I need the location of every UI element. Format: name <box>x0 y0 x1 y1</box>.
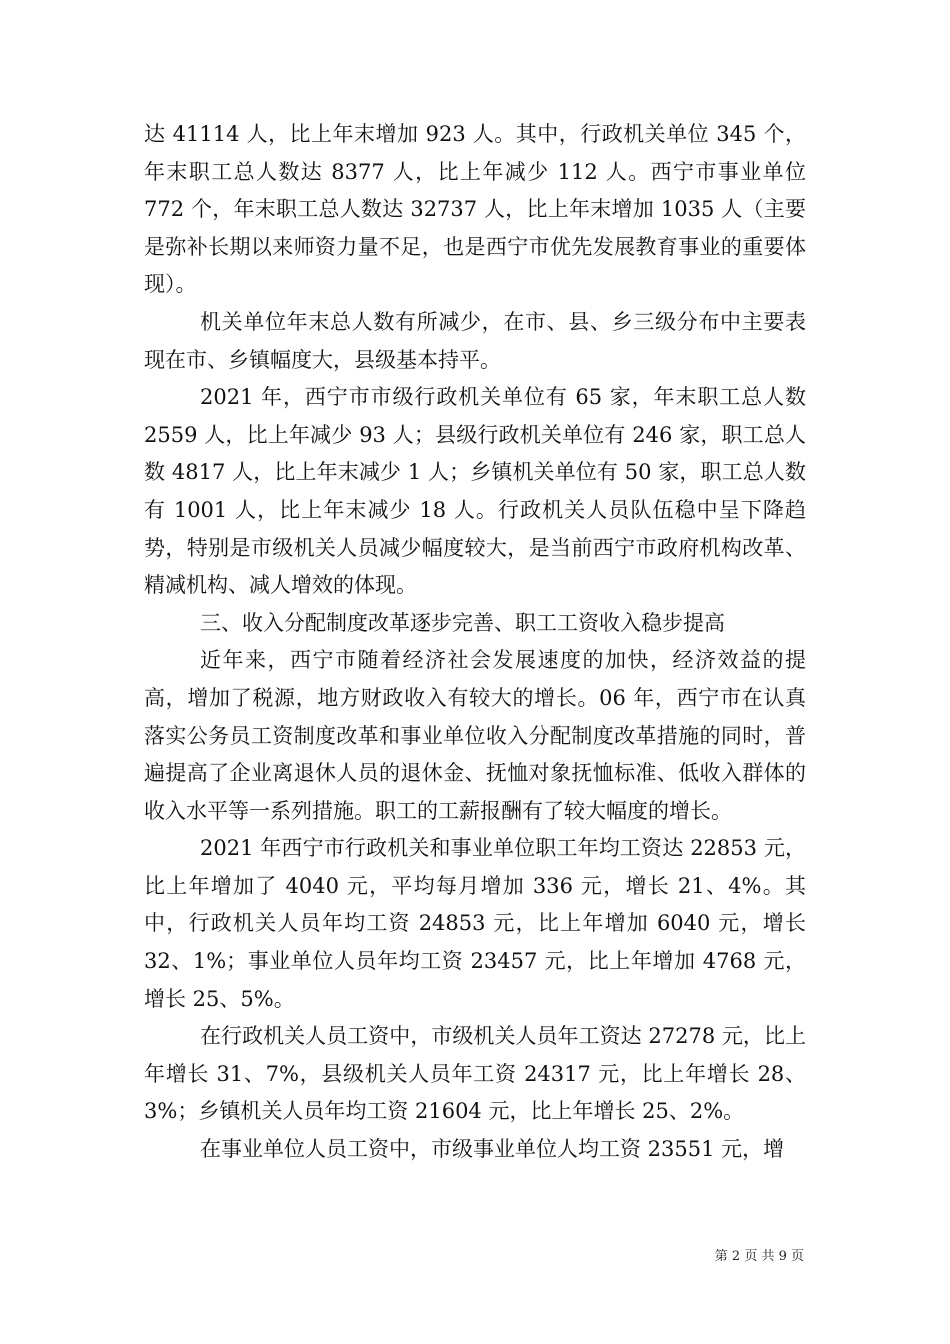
paragraph-1: 达 41114 人，比上年末增加 923 人。其中，行政机关单位 345 个，年末职工总人数达 8377 人，比上年减少 112 人。西宁市事业单位 772 个，年末职工总人数达 32737 人，比上年末增加 1035 人（主要是弥补长期以来师资力量不足，也是西宁市优先发展教育事业的重要体现）。 <box>144 122 806 297</box>
document-body <box>144 116 806 1169</box>
paragraph-4: 近年来，西宁市随着经济社会发展速度的加快，经济效益的提高，增加了税源，地方财政收入有较大的增长。06 年，西宁市在认真落实公务员工资制度改革和事业单位收入分配制度改革措施的同时，普遍提高了企业离退休人员的退休金、抚恤对象抚恤标准、低收入群体的收入水平等一系列措施。职工的工薪报酬有了较大幅度的增长。 <box>144 648 806 823</box>
paragraph-5: 2021 年西宁市行政机关和事业单位职工年均工资达 22853 元，比上年增加了 4040 元，平均每月增加 336 元，增长 21、4%。其中，行政机关人员年均工资 24853 元，比上年增加 6040 元，增长 32、1%；事业单位人员年均工资 23457 元，比上年增加 4768 元，增长 25、5%。 <box>144 836 806 1011</box>
paragraph-2: 机关单位年末总人数有所减少，在市、县、乡三级分布中主要表现在市、乡镇幅度大，县级基本持平。 <box>144 309 806 372</box>
section-heading: 三、收入分配制度改革逐步完善、职工工资收入稳步提高 <box>200 610 725 635</box>
paragraph-7: 在事业单位人员工资中，市级事业单位人均工资 23551 元，增 <box>200 1137 785 1162</box>
paragraph-6: 在行政机关人员工资中，市级机关人员年工资达 27278 元，比上年增长 31、7%，县级机关人员年工资 24317 元，比上年增长 28、3%；乡镇机关人员年均工资 21604 元，比上年增长 25、2%。 <box>144 1024 806 1124</box>
page-number-footer: 第 2 页 共 9 页 <box>714 1249 804 1264</box>
paragraph-3: 2021 年，西宁市市级行政机关单位有 65 家，年末职工总人数 2559 人，比上年减少 93 人；县级行政机关单位有 246 家，职工总人数 4817 人，比上年末减少 1 人；乡镇机关单位有 50 家，职工总人数有 1001 人，比上年末减少 18 人。行政机关人员队伍稳中呈下降趋势，特别是市级机关人员减少幅度较大，是当前西宁市政府机构改革、精减机构、减人增效的体现。 <box>144 385 806 598</box>
